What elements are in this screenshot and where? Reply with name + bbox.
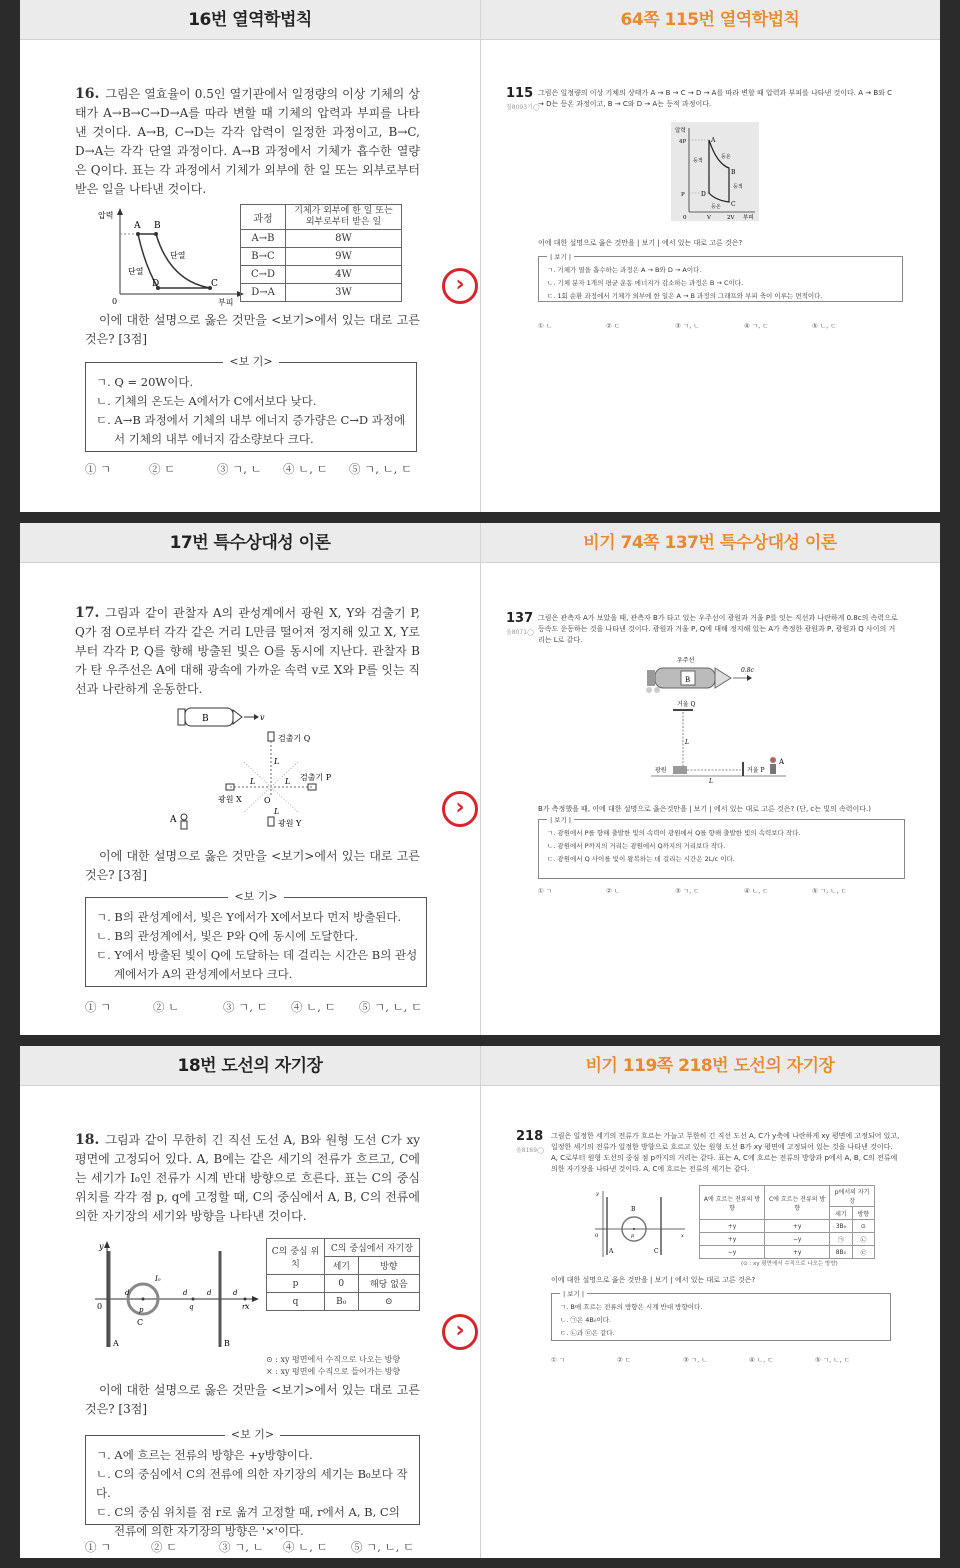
option: ㄱ. A에 흐르는 전류의 방향은 +y방향이다. <box>96 1448 313 1462</box>
arrow-right-icon: › <box>442 268 478 304</box>
option: ㄷ. 1회 순환 과정에서 기체가 외부에 한 일은 A → B 과정의 그래프와 부피 축이 이루는 면적이다. <box>547 292 823 300</box>
svg-text:r: r <box>242 1303 246 1311</box>
choice[interactable]: ⑤ ㄱ, ㄴ, ㄷ <box>815 1356 850 1364</box>
svg-text:C: C <box>211 279 218 289</box>
svg-text:C: C <box>137 1318 144 1327</box>
option: ㄱ. Q = 20W이다. <box>96 375 194 389</box>
svg-text:2V: 2V <box>727 215 735 221</box>
svg-text:A: A <box>609 1248 614 1255</box>
wire-diagram <box>85 1237 265 1352</box>
table-row: +y −y ㉠ ㉡ <box>700 1233 875 1246</box>
choice[interactable]: ⑤ ㄱ, ㄴ, ㄷ <box>359 1000 423 1014</box>
choice[interactable]: ⑤ ㄴ, ㄷ <box>812 322 837 330</box>
svg-text:우주선: 우주선 <box>677 657 695 664</box>
svg-text:등적: 등적 <box>693 158 703 164</box>
question-number: 115 <box>506 86 534 101</box>
table-row: C→D 4W <box>241 266 402 284</box>
svg-text:등온: 등온 <box>721 154 731 160</box>
section-special-relativity <box>20 523 940 1035</box>
bogi-box: <보 기> ㄱ. A에 흐르는 전류의 방향은 +y방향이다. ㄴ. C의 중심에서 C의 전류에 의한 자기장의 세기는 B₀보다 작다. ㄷ. C의 중심 위치를 점 r로 옮겨 고정할 때, r에서 A, B, C의 전류에 의한 자기장의 방향은 '×'이다. <box>85 1435 420 1525</box>
choice[interactable]: ① ㄱ <box>538 887 553 895</box>
textbook-question-panel: 137 올8071◯ 그림은 관측자 A가 보았을 때, 관측자 B가 타고 있는 우주선이 광원과 거울 P를 잇는 직선과 나란하게 0.8c의 속력으로 등속도 운동하는 것을 나타낸 것이다. 광원과 거울 P, Q에 대해 정지해 있는 A가 측정한 광원과 P, 광원과 Q 사이의 거리는 L로 같다. 우주선 B 0.8c 거울 Q L 광원 L 거울 P A B가 측정했을 때, 이에 대한 설명으로 옳은것만을 | 보기 | 에서 있는 대로 고른 것은? (단, c는 빛의 속력이다.) | 보기 | ㄱ. 광원에서 P를 향해 출발한 빛의 속력이 광원에서 Q를 향해 출발한 빛의 속력보다 작다. ㄴ. 광원에서 P까지의 거리는 광원에서 Q까지의 거리보다 작다. ㄷ. 광원에서 Q 사이를 빛이 왕복하는 데 걸리는 시간은 2L/c 이다. ① ㄱ ② ㄴ ③ ㄱ, ㄷ ④ ㄴ, ㄷ ⑤ ㄱ, ㄴ, ㄷ <box>481 564 940 1035</box>
svg-text:광원 Y: 광원 Y <box>278 819 302 828</box>
svg-text:d: d <box>233 1289 238 1297</box>
table-legend: (⊙ : xy 평면에서 수직으로 나오는 방향) <box>741 1261 838 1267</box>
question-number: 16. <box>75 86 100 102</box>
svg-text:0: 0 <box>595 1233 599 1239</box>
field-table: C의 중심 위치 C의 중심에서 자기장 세기 방향 p 0 해당 없음 q B₀ ⊙ <box>266 1238 420 1311</box>
option: ㄱ. 기체가 열을 흡수하는 과정은 A → B와 D → A이다. <box>547 266 702 274</box>
left-title: 18번 도선의 자기장 <box>177 1056 323 1076</box>
field-table: A에 흐르는 전류의 방향 C에 흐르는 전류의 방향 p에서의 자기장 세기 방향 +y +y 3B₀ ⊙ +y −y ㉠ ㉡ −y +y 8B₀ ㉢ <box>699 1185 875 1259</box>
question-stem: 17. 그림과 같이 관찰자 A의 관성계에서 광원 X, Y와 검출기 P, Q가 점 O로부터 각각 같은 거리 L만큼 떨어져 정지해 있고 X, Y로부터 각각 P, Q를 향해 방출된 빛은 O를 동시에 지난다. 관찰자 B가 탄 우주선은 A에 대해 광속에 가까운 속력 v로 X와 P를 잇는 직선과 나란하게 운동한다. <box>75 605 420 696</box>
table-row: +y +y 3B₀ ⊙ <box>700 1220 875 1233</box>
svg-text:A: A <box>711 137 716 144</box>
question-stem: 그림은 일정한 세기의 전류가 흐르는 가늘고 무한히 긴 직선 도선 A, C가 y축에 나란하게 xy 평면에 고정되어 있고, 일정한 세기의 전류가 일정한 방향으로 흐르고 있는 원형 도선 B가 xy 평면에 고정되어 있는 것을 나타낸 것이다. A, C로부터 원형 도선의 중심 점 p까지의 거리는 같다. 표는 A, C에 흐르는 전류의 방향과 p에서 A, B, C의 전류에 의한 자기장을 나타낸 것이다. A, C에 흐르는 전류의 세기는 같다. <box>551 1132 900 1173</box>
choice[interactable]: ② ㄷ <box>151 1540 178 1554</box>
svg-text:L: L <box>709 778 713 785</box>
option: ㄴ. 기체 분자 1개의 평균 운동 에너지가 감소하는 과정은 B → C이다. <box>547 279 744 287</box>
question-number: 137 <box>506 611 534 626</box>
arrow-right-icon: › <box>442 1314 478 1350</box>
svg-text:x: x <box>681 1233 684 1239</box>
option: ㄱ. B의 관성계에서, 빛은 Y에서가 X에서보다 먼저 방출된다. <box>96 910 402 924</box>
svg-text:L: L <box>685 739 689 746</box>
answer-choices <box>551 1355 891 1365</box>
textbook-question-panel: 115 철8093기◯ 그림은 일정량의 이상 기체의 상태가 A → B → C → D → A를 따라 변할 때 압력과 부피를 나타낸 것이다. A → B와 C → D는 등온 과정이고, B → C와 D → A는 등적 과정이다. 압력 부피 4P P V 2V 0 A B C D 등적 등온 등적 등온 이에 대한 설명으로 옳은 것만을 | 보기 | 에서 있는 대로 고른 것은? | 보기 | ㄱ. 기체가 열을 흡수하는 과정은 A → B와 D → A이다. ㄴ. 기체 분자 1개의 평균 운동 에너지가 감소하는 과정은 B → C이다. ㄷ. 1회 순환 과정에서 기체가 외부에 한 일은 A → B 과정의 그래프와 부피 축이 이루는 면적이다. ① ㄴ ② ㄷ ③ ㄱ, ㄴ ④ ㄱ, ㄷ ⑤ ㄴ, ㄷ <box>481 41 940 512</box>
option: ㄴ. 광원에서 P까지의 거리는 광원에서 Q까지의 거리보다 작다. <box>547 842 726 850</box>
choice[interactable]: ① ㄱ <box>85 462 112 476</box>
svg-text:v: v <box>260 713 265 722</box>
svg-text:A: A <box>134 221 141 231</box>
choice[interactable]: ③ ㄱ, ㄴ <box>683 1356 708 1364</box>
right-title: 비기 74쪽 137번 특수상대성 이론 <box>583 533 837 553</box>
svg-text:0: 0 <box>683 215 687 221</box>
table-row: −y +y 8B₀ ㉢ <box>700 1246 875 1259</box>
svg-text:p: p <box>631 1233 635 1239</box>
option: ㄴ. B의 관성계에서, 빛은 P와 Q에 동시에 도달한다. <box>96 929 359 943</box>
choice[interactable]: ④ ㄴ, ㄷ <box>283 462 328 476</box>
svg-text:d: d <box>125 1289 130 1297</box>
choice[interactable]: ② ㄷ <box>149 462 176 476</box>
bogi-box: | 보기 | ㄱ. 기체가 열을 흡수하는 과정은 A → B와 D → A이다. ㄴ. 기체 분자 1개의 평균 운동 에너지가 감소하는 과정은 B → C이다. ㄷ. 1회 순환 과정에서 기체가 외부에 한 일은 A → B 과정의 그래프와 부피 축이 이루는 면적이다. <box>538 256 903 302</box>
choice[interactable]: ④ ㄴ, ㄷ <box>749 1356 774 1364</box>
answer-choices <box>538 321 898 331</box>
section-magnetic-field <box>20 1046 940 1558</box>
relativity-diagram <box>170 704 370 839</box>
svg-text:0: 0 <box>97 1302 103 1311</box>
option: ㄷ. Y에서 방출된 빛이 Q에 도달하는 데 걸리는 시간은 B의 관성계에서가 A의 관성계에서보다 크다. <box>96 948 418 981</box>
question-prompt: 이에 대한 설명으로 옳은 것만을 <보기>에서 있는 대로 고른 것은? [3점] <box>85 849 420 882</box>
svg-text:L: L <box>274 807 280 816</box>
work-table: 과정 기체가 외부에 한 일 또는 외부로부터 받은 일 A→B 8W B→C 9W C→D 4W D→A 3W <box>240 204 402 302</box>
pv-graph <box>671 122 759 221</box>
bogi-box: <보 기> ㄱ. B의 관성계에서, 빛은 Y에서가 X에서보다 먼저 방출된다. ㄴ. B의 관성계에서, 빛은 P와 Q에 동시에 도달한다. ㄷ. Y에서 방출된 빛이 Q에 도달하는 데 걸리는 시간은 B의 관성계에서가 A의 관성계에서보다 크다. <box>85 897 427 987</box>
table-legend: ⊙ : xy 평면에서 수직으로 나오는 방향 × : xy 평면에 수직으로 들어가는 방향 <box>266 1355 401 1376</box>
option: ㄴ. C의 중심에서 C의 전류에 의한 자기장의 세기는 B₀보다 작다. <box>96 1467 408 1500</box>
option: ㄴ. 기체의 온도는 A에서가 C에서보다 낮다. <box>96 394 317 408</box>
relativity-diagram <box>641 654 791 789</box>
choice[interactable]: ④ ㄴ, ㄷ <box>283 1540 328 1554</box>
section-thermodynamics <box>20 0 940 512</box>
option: ㄷ. 광원에서 Q 사이를 빛이 왕복하는 데 걸리는 시간은 2L/c 이다. <box>547 855 735 863</box>
choice[interactable]: ② ㄷ <box>617 1356 632 1364</box>
svg-text:D: D <box>152 279 160 289</box>
answer-choices <box>85 461 425 477</box>
svg-text:B: B <box>154 221 161 231</box>
svg-text:P: P <box>681 192 685 198</box>
wire-diagram <box>589 1187 689 1262</box>
choice[interactable]: ④ ㄱ, ㄷ <box>744 322 769 330</box>
choice[interactable]: ③ ㄱ, ㄴ <box>219 1540 264 1554</box>
bogi-box: | 보기 | ㄱ. B에 흐르는 전류의 방향은 시계 반대 방향이다. ㄴ. ㉠은 4B₀이다. ㄷ. ㉡과 ㉢은 같다. <box>551 1293 891 1341</box>
svg-text:B: B <box>224 1339 230 1348</box>
option: ㄷ. A→B 과정에서 기체의 내부 에너지 증가량은 C→D 과정에서 기체의 내부 에너지 감소량보다 크다. <box>96 413 406 446</box>
choice[interactable]: ② ㄷ <box>606 322 621 330</box>
question-stem: 16. 그림은 열효율이 0.5인 열기관에서 일정량의 이상 기체의 상태가 A→B→C→D→A를 따라 변할 때 기체의 압력과 부피를 나타낸 것이다. A→B, C→D는 각각 압력이 일정한 과정이고, B→C, D→A는 각각 단열 과정이다. A→B 과정에서 기체가 흡수한 열량은 Q이다. 표는 각 과정에서 기체가 외부에 한 일 또는 외부로부터 받은 일을 나타낸 것이다. <box>75 86 420 196</box>
choice[interactable]: ① ㄱ <box>85 1000 112 1014</box>
svg-text:압력: 압력 <box>675 128 686 134</box>
answer-choices <box>85 1539 425 1555</box>
svg-text:검출기 Q: 검출기 Q <box>278 734 311 743</box>
svg-text:단열: 단열 <box>128 267 144 276</box>
choice[interactable]: ⑤ ㄱ, ㄴ, ㄷ <box>351 1540 415 1554</box>
svg-text:q: q <box>189 1303 194 1311</box>
exam-question-panel <box>20 41 480 512</box>
answer-choices <box>538 886 898 896</box>
choice[interactable]: ⑤ ㄱ, ㄴ, ㄷ <box>349 462 413 476</box>
pv-graph <box>90 206 250 306</box>
svg-text:C: C <box>731 201 736 208</box>
question-stem: 그림은 관측자 A가 보았을 때, 관측자 B가 타고 있는 우주선이 광원과 거울 P를 잇는 직선과 나란하게 0.8c의 속력으로 등속도 운동하는 것을 나타낸 것이다. 광원과 거울 P, Q에 대해 정지해 있는 A가 측정한 광원과 P, 광원과 Q 사이의 거리는 L로 같다. <box>538 614 898 644</box>
option: ㄱ. 광원에서 P를 향해 출발한 빛의 속력이 광원에서 Q를 향해 출발한 빛의 속력보다 작다. <box>547 829 801 837</box>
svg-text:B: B <box>685 676 691 684</box>
svg-text:등온: 등온 <box>711 204 721 210</box>
svg-text:B: B <box>631 1206 636 1213</box>
choice[interactable]: ① ㄱ <box>551 1356 566 1364</box>
svg-text:4P: 4P <box>679 139 687 145</box>
svg-text:B: B <box>202 714 209 724</box>
svg-text:d: d <box>207 1289 212 1297</box>
svg-text:I₀: I₀ <box>155 1275 161 1283</box>
option: ㄱ. B에 흐르는 전류의 방향은 시계 반대 방향이다. <box>560 1303 703 1311</box>
svg-text:L: L <box>250 777 256 786</box>
svg-text:D: D <box>701 191 706 198</box>
table-row: p 0 해당 없음 <box>267 1275 420 1293</box>
exam-question-panel <box>20 1087 480 1558</box>
question-number: 218 <box>516 1129 544 1144</box>
x-axis-label: 부피 <box>218 298 234 306</box>
svg-text:O: O <box>264 796 271 805</box>
question-prompt: 이에 대한 설명으로 옳은 것만을 <보기>에서 있는 대로 고른 것은? [3점] <box>85 313 420 346</box>
question-stem: 그림은 일정량의 이상 기체의 상태가 A → B → C → D → A를 따라 변할 때 압력과 부피를 나타낸 것이다. A → B와 C → D는 등온 과정이고, B → C와 D → A는 등적 과정이다. <box>538 89 892 108</box>
question-prompt: 이에 대한 설명으로 옳은 것만을 | 보기 | 에서 있는 대로 고른 것은? <box>551 1276 756 1284</box>
svg-text:광원: 광원 <box>655 767 667 774</box>
svg-text:부피: 부피 <box>743 215 754 221</box>
svg-text:V: V <box>707 215 711 221</box>
choice[interactable]: ① ㄱ <box>85 1540 112 1554</box>
svg-text:y: y <box>99 1242 104 1251</box>
choice[interactable]: ③ ㄱ, ㄴ <box>675 322 700 330</box>
table-row: B→C 9W <box>241 248 402 266</box>
svg-text:x: x <box>245 1302 250 1311</box>
question-prompt: 이에 대한 설명으로 옳은 것만을 | 보기 | 에서 있는 대로 고른 것은? <box>538 239 743 247</box>
right-title: 64쪽 115번 열역학법칙 <box>620 10 800 30</box>
choice[interactable]: ④ ㄴ, ㄷ <box>744 887 769 895</box>
textbook-question-panel: 218 올8169◯ 그림은 일정한 세기의 전류가 흐르는 가늘고 무한히 긴 직선 도선 A, C가 y축에 나란하게 xy 평면에 고정되어 있고, 일정한 세기의 전류가 일정한 방향으로 흐르고 있는 원형 도선 B가 xy 평면에 고정되어 있는 것을 나타낸 것이다. A, C로부터 원형 도선의 중심 점 p까지의 거리는 같다. 표는 A, C에 흐르는 전류의 방향과 p에서 A, B, C의 전류에 의한 자기장을 나타낸 것이다. A, C에 흐르는 전류의 세기는 같다. y x 0 A C B p A에 흐르는 전류의 방향 C에 흐르는 전류의 방향 p에서의 자기장 세기 방향 +y +y 3B₀ ⊙ +y −y ㉠ ㉡ −y +y 8B₀ ㉢ (⊙ : xy 평면에서 수직으로 나오는 방향) 이에 대한 설명으로 옳은 것만을 | 보기 | 에서 있는 대로 고른 것은? | 보기 | ㄱ. B에 흐르는 전류의 방향은 시계 반대 방향이다. ㄴ. ㉠은 4B₀이다. ㄷ. ㉡과 ㉢은 같다. ① ㄱ ② ㄷ ③ ㄱ, ㄴ ④ ㄴ, ㄷ ⑤ ㄱ, ㄴ, ㄷ <box>481 1087 940 1558</box>
svg-text:L: L <box>285 777 291 786</box>
choice[interactable]: ② ㄴ <box>606 887 621 895</box>
choice[interactable]: ④ ㄴ, ㄷ <box>291 1000 336 1014</box>
svg-text:B: B <box>731 169 736 176</box>
svg-text:거울 P: 거울 P <box>747 767 765 774</box>
svg-text:A: A <box>779 758 785 766</box>
question-stem: 18. 그림과 같이 무한히 긴 직선 도선 A, B와 원형 도선 C가 xy평면에 고정되어 있다. A, B에는 같은 세기의 전류가 흐르고, C에는 세기가 I₀인 전류가 시계 반대 방향으로 흐른다. 표는 C의 중심 위치를 각각 점 p, q에 고정할 때, C의 중심에서 A, B, C의 전류에 의한 자기장의 세기와 방향을 나타낸 것이다. <box>75 1132 420 1223</box>
exam-question-panel <box>20 564 480 1035</box>
choice[interactable]: ① ㄴ <box>538 322 553 330</box>
option: ㄷ. ㉡과 ㉢은 같다. <box>560 1329 615 1337</box>
svg-text:A: A <box>113 1339 119 1348</box>
option: ㄴ. ㉠은 4B₀이다. <box>560 1316 612 1324</box>
bogi-box: <보 기> ㄱ. Q = 20W이다. ㄴ. 기체의 온도는 A에서가 C에서보다 낮다. ㄷ. A→B 과정에서 기체의 내부 에너지 증가량은 C→D 과정에서 기체의 내부 에너지 감소량보다 크다. <box>85 362 417 452</box>
left-title: 16번 열역학법칙 <box>188 10 312 30</box>
table-row: D→A 3W <box>241 284 402 302</box>
svg-text:거울 Q: 거울 Q <box>677 701 696 708</box>
question-number: 18. <box>75 1132 100 1148</box>
svg-text:A: A <box>170 815 177 825</box>
svg-text:C: C <box>654 1248 659 1255</box>
choice[interactable]: ③ ㄱ, ㄴ <box>217 462 262 476</box>
right-title: 비기 119쪽 218번 도선의 자기장 <box>585 1056 835 1076</box>
svg-text:0: 0 <box>112 297 118 306</box>
question-number: 17. <box>75 605 100 621</box>
option: ㄷ. C의 중심 위치를 점 r로 옮겨 고정할 때, r에서 A, B, C의 전류에 의한 자기장의 방향은 '×'이다. <box>96 1505 400 1538</box>
arrow-right-icon: › <box>442 791 478 827</box>
table-row: A→B 8W <box>241 230 402 248</box>
svg-text:p: p <box>139 1306 144 1314</box>
choice[interactable]: ③ ㄱ, ㄷ <box>223 1000 268 1014</box>
y-axis-label: 압력 <box>98 211 114 220</box>
choice[interactable]: ③ ㄱ, ㄷ <box>675 887 700 895</box>
svg-text:L: L <box>274 757 280 766</box>
svg-text:d: d <box>183 1289 188 1297</box>
svg-text:y: y <box>596 1191 599 1197</box>
question-prompt: 이에 대한 설명으로 옳은 것만을 <보기>에서 있는 대로 고른 것은? [3점] <box>85 1383 420 1416</box>
svg-text:등적: 등적 <box>733 184 743 190</box>
svg-text:0.8c: 0.8c <box>741 667 754 674</box>
left-title: 17번 특수상대성 이론 <box>169 533 331 553</box>
svg-text:검출기 P: 검출기 P <box>300 773 332 782</box>
question-prompt: B가 측정했을 때, 이에 대한 설명으로 옳은것만을 | 보기 | 에서 있는 대로 고른 것은? (단, c는 빛의 속력이다.) <box>538 805 871 813</box>
choice[interactable]: ② ㄴ <box>153 1000 180 1014</box>
answer-choices <box>85 999 425 1015</box>
bogi-box: | 보기 | ㄱ. 광원에서 P를 향해 출발한 빛의 속력이 광원에서 Q를 향해 출발한 빛의 속력보다 작다. ㄴ. 광원에서 P까지의 거리는 광원에서 Q까지의 거리보다 작다. ㄷ. 광원에서 Q 사이를 빛이 왕복하는 데 걸리는 시간은 2L/c 이다. <box>538 819 905 879</box>
table-row: q B₀ ⊙ <box>267 1293 420 1311</box>
svg-text:광원 X: 광원 X <box>218 795 242 804</box>
svg-text:단열: 단열 <box>170 251 186 260</box>
choice[interactable]: ⑤ ㄱ, ㄴ, ㄷ <box>812 887 847 895</box>
